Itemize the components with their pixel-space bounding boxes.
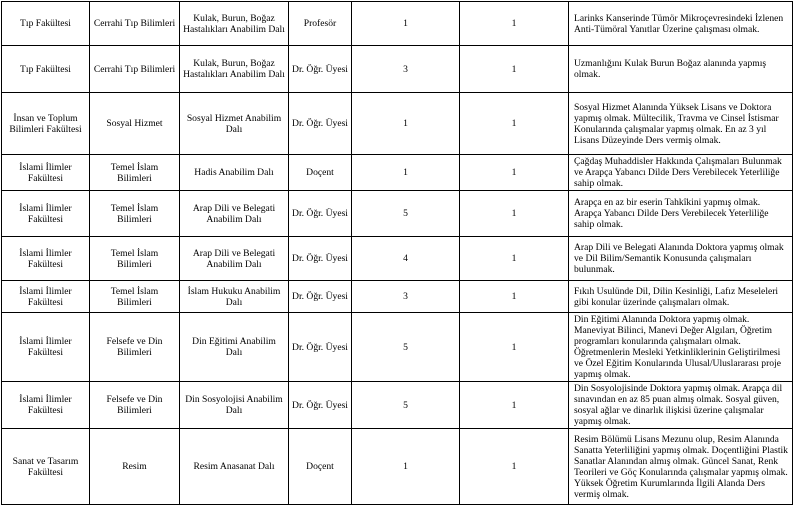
count-cell: 1 xyxy=(460,155,569,191)
department-cell: Sosyal Hizmet xyxy=(90,93,180,155)
division-cell: Resim Anasanat Dalı xyxy=(180,429,289,505)
count-cell: 1 xyxy=(460,281,569,313)
faculty-cell: İslami İlimler Fakültesi xyxy=(2,313,90,382)
requirements-cell: Din Eğitimi Alanında Doktora yapmış olmak. Maneviyat Bilinci, Manevi Değer Algıları, Öğretim programları konularında çalışmaları olmak. Öğretmenlerin Mesleki Yetkinliklerinin Geliştirilmesi ve Özel Eğitim Konularında Ulusal/Uluslararası proje yapmış olmak. xyxy=(569,313,793,382)
requirements-cell: Çağdaş Muhaddisler Hakkında Çalışmaları Bulunmak ve Arapça Yabancı Dilde Ders Verebilecek Yeterliliğe sahip olmak. xyxy=(569,155,793,191)
count-cell: 1 xyxy=(460,2,569,46)
degree-cell: 5 xyxy=(352,191,460,237)
requirements-cell: Din Sosyolojisinde Doktora yapmış olmak. Arapça dil sınavından en az 85 puan almış olmak. Sosyal güven, sosyal ağlar ve dinarlık ilişkisi üzerine çalışmalar yapmış olmak. xyxy=(569,382,793,429)
title-cell: Doçent xyxy=(289,155,352,191)
degree-cell: 3 xyxy=(352,46,460,93)
positions-table xyxy=(1,1,793,505)
degree-cell: 1 xyxy=(352,93,460,155)
division-cell: İslam Hukuku Anabilim Dalı xyxy=(180,281,289,313)
department-cell: Resim xyxy=(90,429,180,505)
title-cell: Dr. Öğr. Üyesi xyxy=(289,281,352,313)
count-cell: 1 xyxy=(460,191,569,237)
department-cell: Cerrahi Tıp Bilimleri xyxy=(90,46,180,93)
requirements-cell: Sosyal Hizmet Alanında Yüksek Lisans ve Doktora yapmış olmak. Mültecilik, Travma ve Cinsel İstismar Konularında çalışmalar yapmış olmak. En az 3 yıl Lisans Düzeyinde Ders vermiş olmak. xyxy=(569,93,793,155)
faculty-cell: İnsan ve Toplum Bilimleri Fakültesi xyxy=(2,93,90,155)
table-row xyxy=(2,237,793,281)
count-cell: 1 xyxy=(460,429,569,505)
title-cell: Dr. Öğr. Üyesi xyxy=(289,93,352,155)
faculty-cell: İslami İlimler Fakültesi xyxy=(2,191,90,237)
title-cell: Dr. Öğr. Üyesi xyxy=(289,382,352,429)
degree-cell: 4 xyxy=(352,237,460,281)
faculty-cell: Tıp Fakültesi xyxy=(2,2,90,46)
faculty-cell: Tıp Fakültesi xyxy=(2,46,90,93)
division-cell: Arap Dili ve Belegati Anabilim Dalı xyxy=(180,191,289,237)
department-cell: Cerrahi Tıp Bilimleri xyxy=(90,2,180,46)
table-row xyxy=(2,155,793,191)
table-row xyxy=(2,2,793,46)
count-cell: 1 xyxy=(460,237,569,281)
requirements-cell: Arapça en az bir eserin Tahkîkini yapmış olmak. Arapça Yabancı Dilde Ders Verebilecek Yeterliliğe sahip olmak. xyxy=(569,191,793,237)
table-row xyxy=(2,382,793,429)
degree-cell: 1 xyxy=(352,155,460,191)
table-row xyxy=(2,429,793,505)
department-cell: Temel İslam Bilimleri xyxy=(90,281,180,313)
table-row xyxy=(2,191,793,237)
department-cell: Temel İslam Bilimleri xyxy=(90,237,180,281)
faculty-cell: İslami İlimler Fakültesi xyxy=(2,237,90,281)
division-cell: Hadis Anabilim Dalı xyxy=(180,155,289,191)
title-cell: Dr. Öğr. Üyesi xyxy=(289,191,352,237)
division-cell: Din Sosyolojisi Anabilim Dalı xyxy=(180,382,289,429)
table-row xyxy=(2,46,793,93)
degree-cell: 1 xyxy=(352,429,460,505)
table-row xyxy=(2,281,793,313)
division-cell: Kulak, Burun, Boğaz Hastalıkları Anabilim Dalı xyxy=(180,46,289,93)
degree-cell: 5 xyxy=(352,382,460,429)
count-cell: 1 xyxy=(460,93,569,155)
division-cell: Arap Dili ve Belegati Anabilim Dalı xyxy=(180,237,289,281)
requirements-cell: Larinks Kanserinde Tümör Mikroçevresindeki İzlenen Anti-Tümöral Yanıtlar Üzerine çalışması olmak. xyxy=(569,2,793,46)
degree-cell: 1 xyxy=(352,2,460,46)
table-row xyxy=(2,313,793,382)
division-cell: Sosyal Hizmet Anabilim Dalı xyxy=(180,93,289,155)
requirements-cell: Fıkıh Usulünde Dil, Dilin Kesinliği, Lafız Meseleleri gibi konular üzerinde çalışmaları olmak. xyxy=(569,281,793,313)
title-cell: Doçent xyxy=(289,429,352,505)
department-cell: Felsefe ve Din Bilimleri xyxy=(90,313,180,382)
degree-cell: 5 xyxy=(352,313,460,382)
title-cell: Dr. Öğr. Üyesi xyxy=(289,237,352,281)
title-cell: Dr. Öğr. Üyesi xyxy=(289,313,352,382)
title-cell: Profesör xyxy=(289,2,352,46)
faculty-cell: Sanat ve Tasarım Fakültesi xyxy=(2,429,90,505)
division-cell: Kulak, Burun, Boğaz Hastalıkları Anabilim Dalı xyxy=(180,2,289,46)
department-cell: Temel İslam Bilimleri xyxy=(90,155,180,191)
faculty-cell: İslami İlimler Fakültesi xyxy=(2,155,90,191)
department-cell: Temel İslam Bilimleri xyxy=(90,191,180,237)
count-cell: 1 xyxy=(460,313,569,382)
department-cell: Felsefe ve Din Bilimleri xyxy=(90,382,180,429)
count-cell: 1 xyxy=(460,46,569,93)
title-cell: Dr. Öğr. Üyesi xyxy=(289,46,352,93)
faculty-cell: İslami İlimler Fakültesi xyxy=(2,382,90,429)
count-cell: 1 xyxy=(460,382,569,429)
requirements-cell: Resim Bölümü Lisans Mezunu olup, Resim Alanında Sanatta Yeterliliğini yapmış olmak. Doçentliğini Plastik Sanatlar Alanından almış olmak. Güncel Sanat, Renk Teorileri ve Göç Konularında çalışmalar yapmış olmak. Yüksek Öğretim Kurumlarında İlgili Alanda Ders vermiş olmak. xyxy=(569,429,793,505)
degree-cell: 3 xyxy=(352,281,460,313)
division-cell: Din Eğitimi Anabilim Dalı xyxy=(180,313,289,382)
requirements-cell: Arap Dili ve Belegati Alanında Doktora yapmış olmak ve Dil Bilim/Semantik Konusunda çalışmaları bulunmak. xyxy=(569,237,793,281)
faculty-cell: İslami İlimler Fakültesi xyxy=(2,281,90,313)
table-row xyxy=(2,93,793,155)
requirements-cell: Uzmanlığını Kulak Burun Boğaz alanında yapmış olmak. xyxy=(569,46,793,93)
